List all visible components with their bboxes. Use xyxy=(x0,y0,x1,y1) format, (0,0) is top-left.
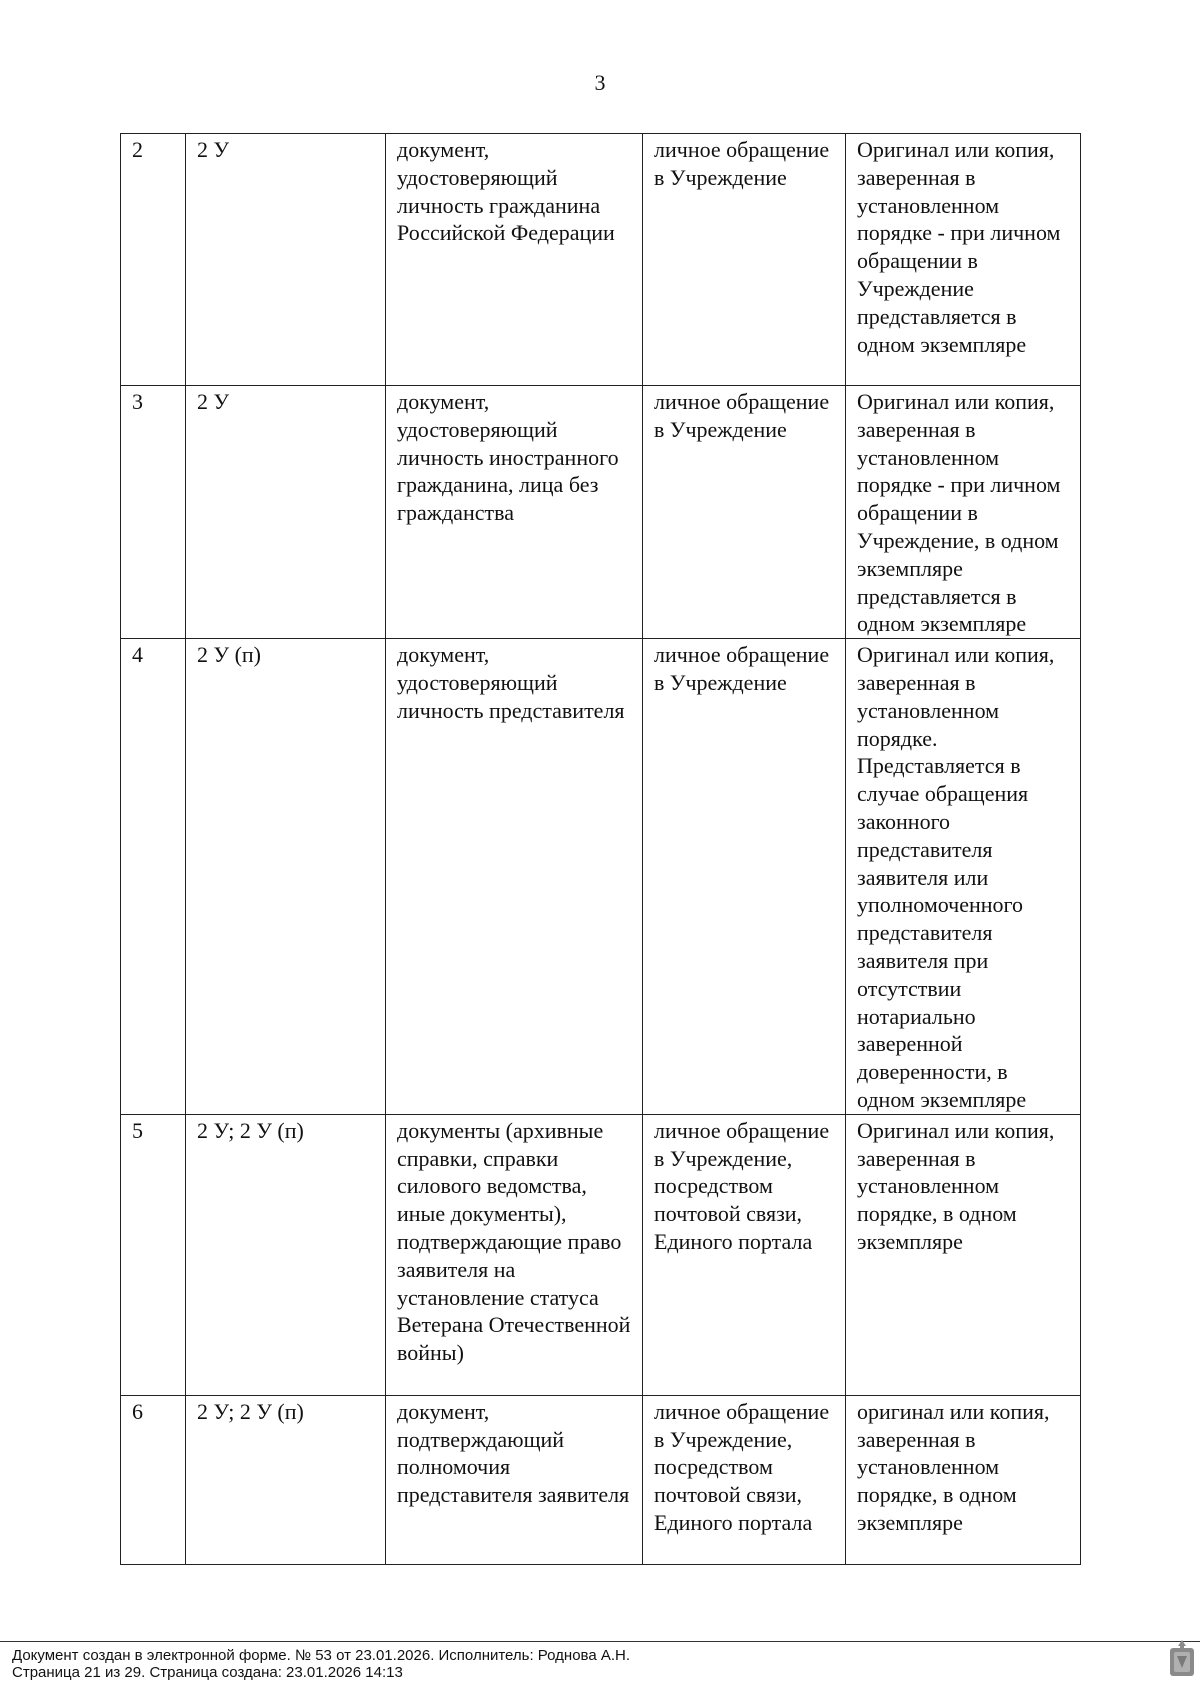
coat-of-arms-icon xyxy=(1168,1638,1196,1678)
form-cell: Оригинал или копия, заверенная в установленном порядке, в одном экземпляре xyxy=(846,1114,1081,1395)
document-cell: документ, удостоверяющий личность представителя xyxy=(386,639,643,1115)
form-cell: Оригинал или копия, заверенная в установленном порядке - при личном обращении в Учреждение представляется в одном экземпляре xyxy=(846,134,1081,386)
footer-document-info: Документ создан в электронной форме. № 53 от 23.01.2026. Исполнитель: Роднова А.Н. xyxy=(12,1647,631,1664)
footer-page-info: Страница 21 из 29. Страница создана: 23.01.2026 14:13 xyxy=(12,1664,403,1681)
code-cell: 2 У xyxy=(186,134,386,386)
table-row xyxy=(121,134,1081,386)
table-row xyxy=(121,386,1081,639)
code-cell: 2 У; 2 У (п) xyxy=(186,1114,386,1395)
method-cell: личное обращение в Учреждение xyxy=(643,386,846,639)
form-cell: Оригинал или копия, заверенная в установленном порядке. Представляется в случае обращения законного представителя заявителя или уполномоченного представителя заявителя при отсутствии нотариально заверенной доверенности, в одном экземпляре xyxy=(846,639,1081,1115)
code-cell: 2 У (п) xyxy=(186,639,386,1115)
row-number-cell: 5 xyxy=(121,1114,186,1395)
form-cell: Оригинал или копия, заверенная в установленном порядке - при личном обращении в Учреждение, в одном экземпляре представляется в одном экземпляре xyxy=(846,386,1081,639)
table-row xyxy=(121,1395,1081,1564)
document-cell: документ, подтверждающий полномочия представителя заявителя xyxy=(386,1395,643,1564)
document-cell: документы (архивные справки, справки силового ведомства, иные документы), подтверждающие право заявителя на установление статуса Ветерана Отечественной войны) xyxy=(386,1114,643,1395)
footer-divider xyxy=(0,1641,1200,1642)
method-cell: личное обращение в Учреждение xyxy=(643,639,846,1115)
method-cell: личное обращение в Учреждение, посредством почтовой связи, Единого портала xyxy=(643,1395,846,1564)
table-row xyxy=(121,1114,1081,1395)
code-cell: 2 У xyxy=(186,386,386,639)
row-number-cell: 4 xyxy=(121,639,186,1115)
code-cell: 2 У; 2 У (п) xyxy=(186,1395,386,1564)
documents-table xyxy=(120,133,1081,1565)
method-cell: личное обращение в Учреждение, посредством почтовой связи, Единого портала xyxy=(643,1114,846,1395)
row-number-cell: 3 xyxy=(121,386,186,639)
footer xyxy=(12,1647,630,1681)
method-cell: личное обращение в Учреждение xyxy=(643,134,846,386)
page-number: 3 xyxy=(594,70,606,95)
row-number-cell: 2 xyxy=(121,134,186,386)
document-cell: документ, удостоверяющий личность иностранного гражданина, лица без гражданства xyxy=(386,386,643,639)
row-number-cell: 6 xyxy=(121,1395,186,1564)
table-row xyxy=(121,639,1081,1115)
form-cell: оригинал или копия, заверенная в установленном порядке, в одном экземпляре xyxy=(846,1395,1081,1564)
document-cell: документ, удостоверяющий личность гражданина Российской Федерации xyxy=(386,134,643,386)
